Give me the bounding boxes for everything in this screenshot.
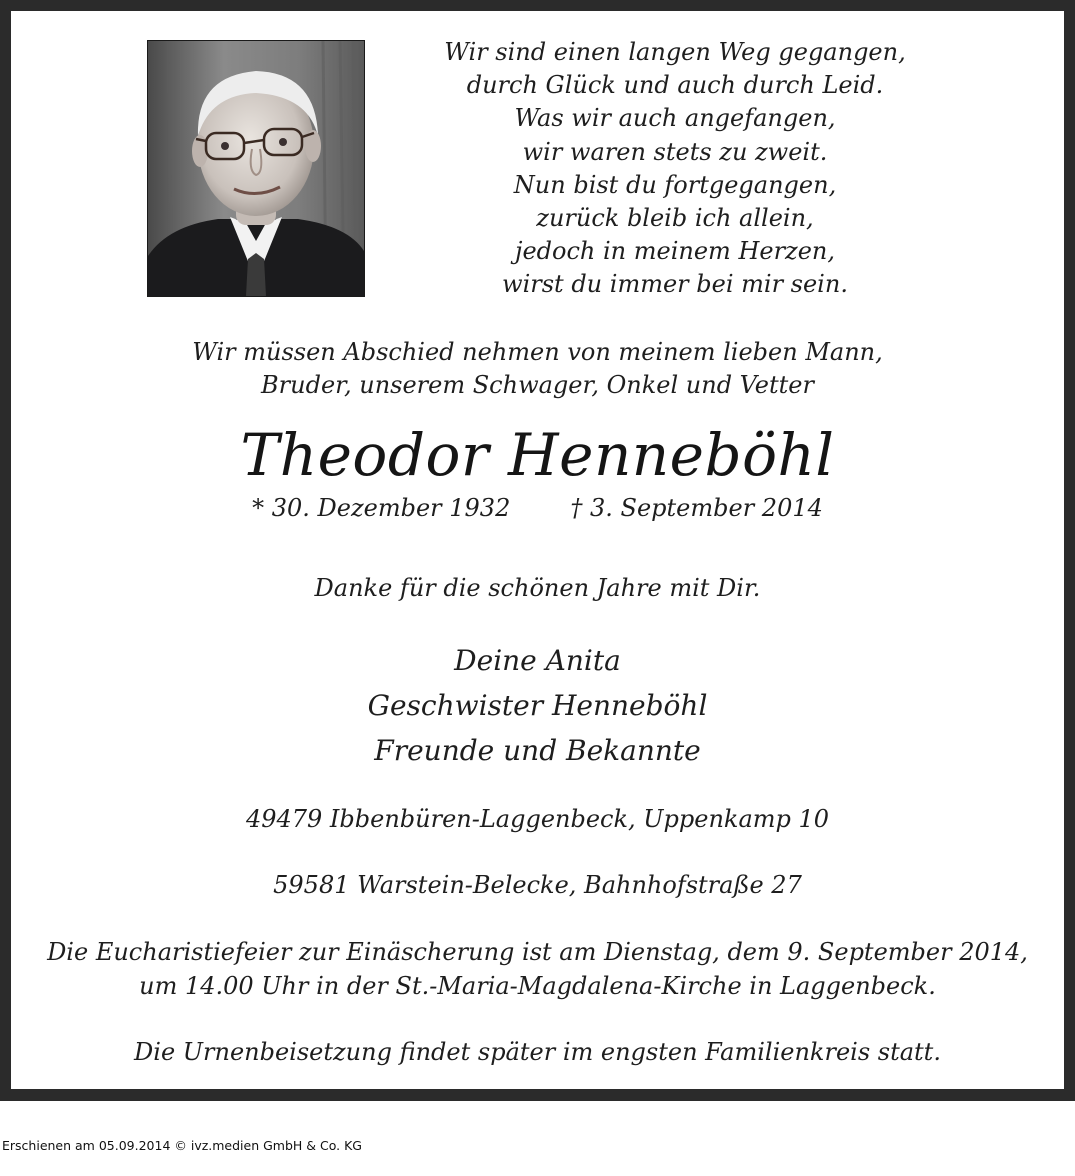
poem-line: wir waren stets zu zweit. <box>522 137 828 166</box>
poem-line: Nun bist du fortgegangen, <box>513 170 837 199</box>
poem-line: durch Glück und auch durch Leid. <box>466 71 884 100</box>
birth-date: * 30. Dezember 1932 <box>252 494 511 522</box>
poem-line: zurück bleib ich allein, <box>536 204 814 233</box>
farewell-intro-line: Bruder, unserem Schwager, Onkel und Vetter <box>261 371 814 399</box>
address-line: 49479 Ibbenbüren-Laggenbeck, Uppenkamp 10 <box>245 805 830 833</box>
poem <box>430 36 920 302</box>
portrait-photo <box>147 40 365 297</box>
poem-line: Was wir auch angefangen, <box>514 104 836 133</box>
mourner-name: Geschwister Henneböhl <box>367 689 708 722</box>
portrait-image <box>148 41 364 296</box>
farewell-intro-line: Wir müssen Abschied nehmen von meinem lieben Mann, <box>192 338 883 366</box>
burial-note: Die Urnenbeisetzung findet später im engsten Familienkreis statt. <box>134 1038 941 1066</box>
service-announcement <box>0 935 1075 1003</box>
publication-footer: Erschienen am 05.09.2014 © ivz.medien GmbH & Co. KG <box>2 1138 362 1153</box>
service-line: Die Eucharistiefeier zur Einäscherung ist am Dienstag, dem 9. September 2014, <box>47 938 1028 966</box>
life-dates <box>0 492 1075 524</box>
farewell-intro <box>0 336 1075 402</box>
deceased-name: Theodor Henneböhl <box>240 421 835 489</box>
thanks-line: Danke für die schönen Jahre mit Dir. <box>314 574 761 602</box>
poem-line: wirst du immer bei mir sein. <box>502 270 848 299</box>
mourner-name: Freunde und Bekannte <box>374 734 701 767</box>
service-line: um 14.00 Uhr in der St.-Maria-Magdalena-Kirche in Laggenbeck. <box>139 972 936 1000</box>
address-line: 59581 Warstein-Belecke, Bahnhofstraße 27 <box>273 871 802 899</box>
poem-line: Wir sind einen langen Weg gegangen, <box>444 38 906 66</box>
mourner-name: Deine Anita <box>454 644 621 677</box>
poem-line: jedoch in meinem Herzen, <box>515 237 835 266</box>
death-date: † 3. September 2014 <box>570 494 823 522</box>
